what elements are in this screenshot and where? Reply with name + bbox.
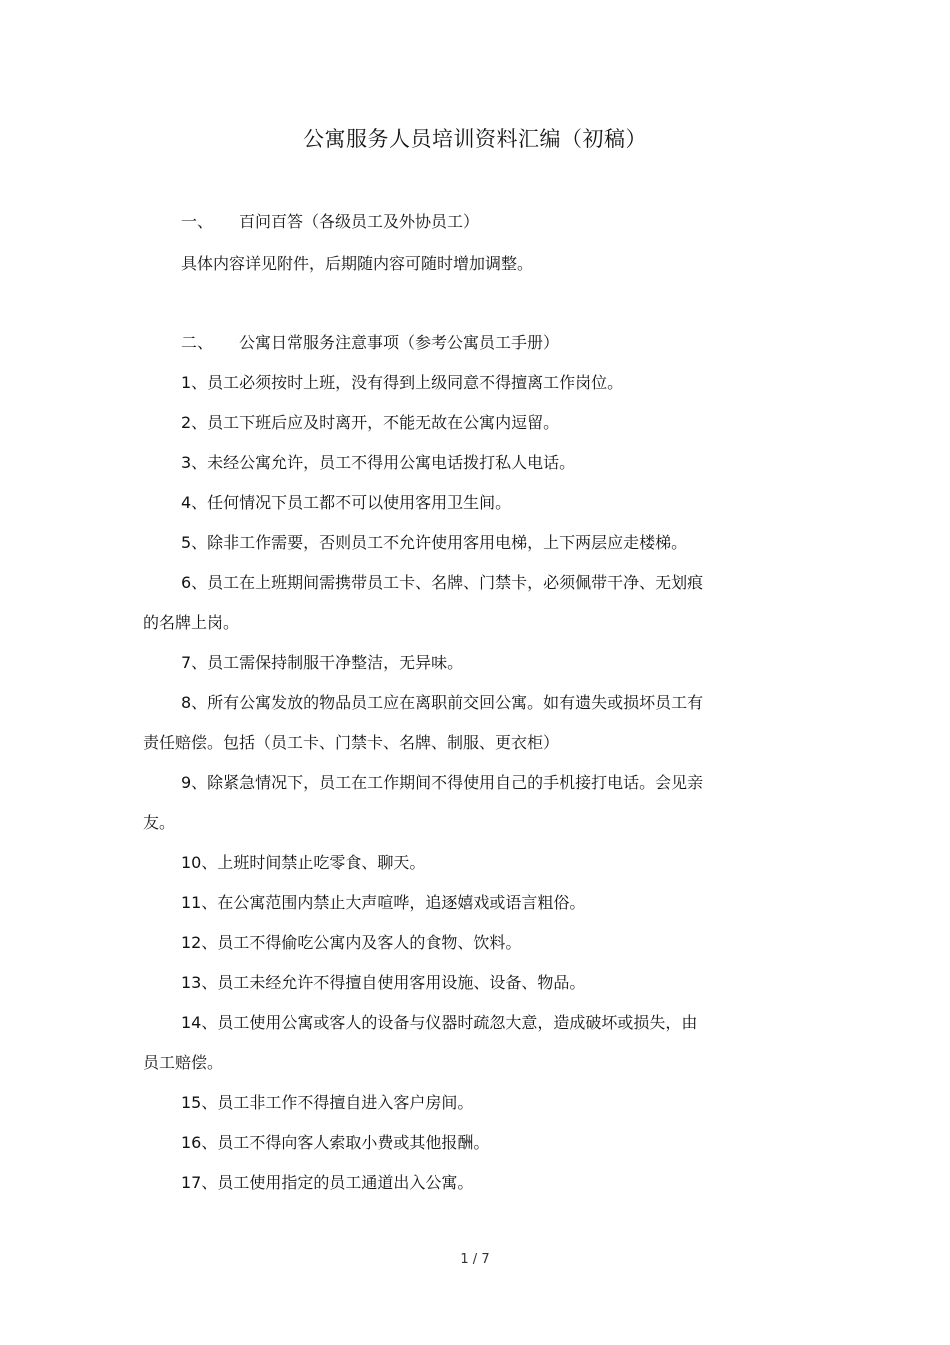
rule-item-1: 1、员工必须按时上班，没有得到上级同意不得擅离工作岗位。: [181, 373, 624, 392]
section-1-body: 具体内容详见附件，后期随内容可随时增加调整。: [181, 254, 534, 273]
section-2-title: 公寓日常服务注意事项（参考公寓员工手册）: [239, 333, 560, 352]
rule-item-10: 10、上班时间禁止吃零食、聊天。: [181, 853, 426, 872]
rule-item-14-continued: 员工赔偿。: [143, 1053, 224, 1072]
page-number: 1 / 7: [460, 1252, 490, 1267]
rule-item-6: 6、员工在上班期间需携带员工卡、名牌、门禁卡，必须佩带干净、无划痕: [181, 573, 704, 592]
document-title: 公寓服务人员培训资料汇编（初稿）: [303, 127, 647, 151]
rule-item-9-continued: 友。: [143, 813, 176, 832]
rule-item-15: 15、员工非工作不得擅自进入客户房间。: [181, 1093, 474, 1112]
section-2-number: 二、: [181, 333, 214, 352]
rule-item-2: 2、员工下班后应及时离开，不能无故在公寓内逗留。: [181, 413, 560, 432]
rule-item-12: 12、员工不得偷吃公寓内及客人的食物、饮料。: [181, 933, 522, 952]
rule-item-17: 17、员工使用指定的员工通道出入公寓。: [181, 1173, 474, 1192]
rule-item-16: 16、员工不得向客人索取小费或其他报酬。: [181, 1133, 490, 1152]
rule-item-7: 7、员工需保持制服干净整洁，无异味。: [181, 653, 464, 672]
rule-item-6-continued: 的名牌上岗。: [143, 613, 240, 632]
rule-item-4: 4、任何情况下员工都不可以使用客用卫生间。: [181, 493, 512, 512]
rule-item-14: 14、员工使用公寓或客人的设备与仪器时疏忽大意，造成破坏或损失，由: [181, 1013, 698, 1032]
rule-item-8-continued: 责任赔偿。包括（员工卡、门禁卡、名牌、制服、更衣柜）: [143, 733, 560, 752]
rule-item-3: 3、未经公寓允许，员工不得用公寓电话拨打私人电话。: [181, 453, 576, 472]
rule-item-13: 13、员工未经允许不得擅自使用客用设施、设备、物品。: [181, 973, 586, 992]
section-1-number: 一、: [181, 212, 214, 231]
rule-item-9: 9、除紧急情况下，员工在工作期间不得使用自己的手机接打电话。会见亲: [181, 773, 704, 792]
section-2-heading: [181, 333, 559, 353]
section-1-title: 百问百答（各级员工及外协员工）: [239, 212, 480, 231]
section-1-heading: [181, 212, 479, 232]
rule-item-5: 5、除非工作需要，否则员工不允许使用客用电梯，上下两层应走楼梯。: [181, 533, 688, 552]
rule-item-8: 8、所有公寓发放的物品员工应在离职前交回公寓。如有遗失或损坏员工有: [181, 693, 704, 712]
rule-item-11: 11、在公寓范围内禁止大声喧哗，追逐嬉戏或语言粗俗。: [181, 893, 586, 912]
